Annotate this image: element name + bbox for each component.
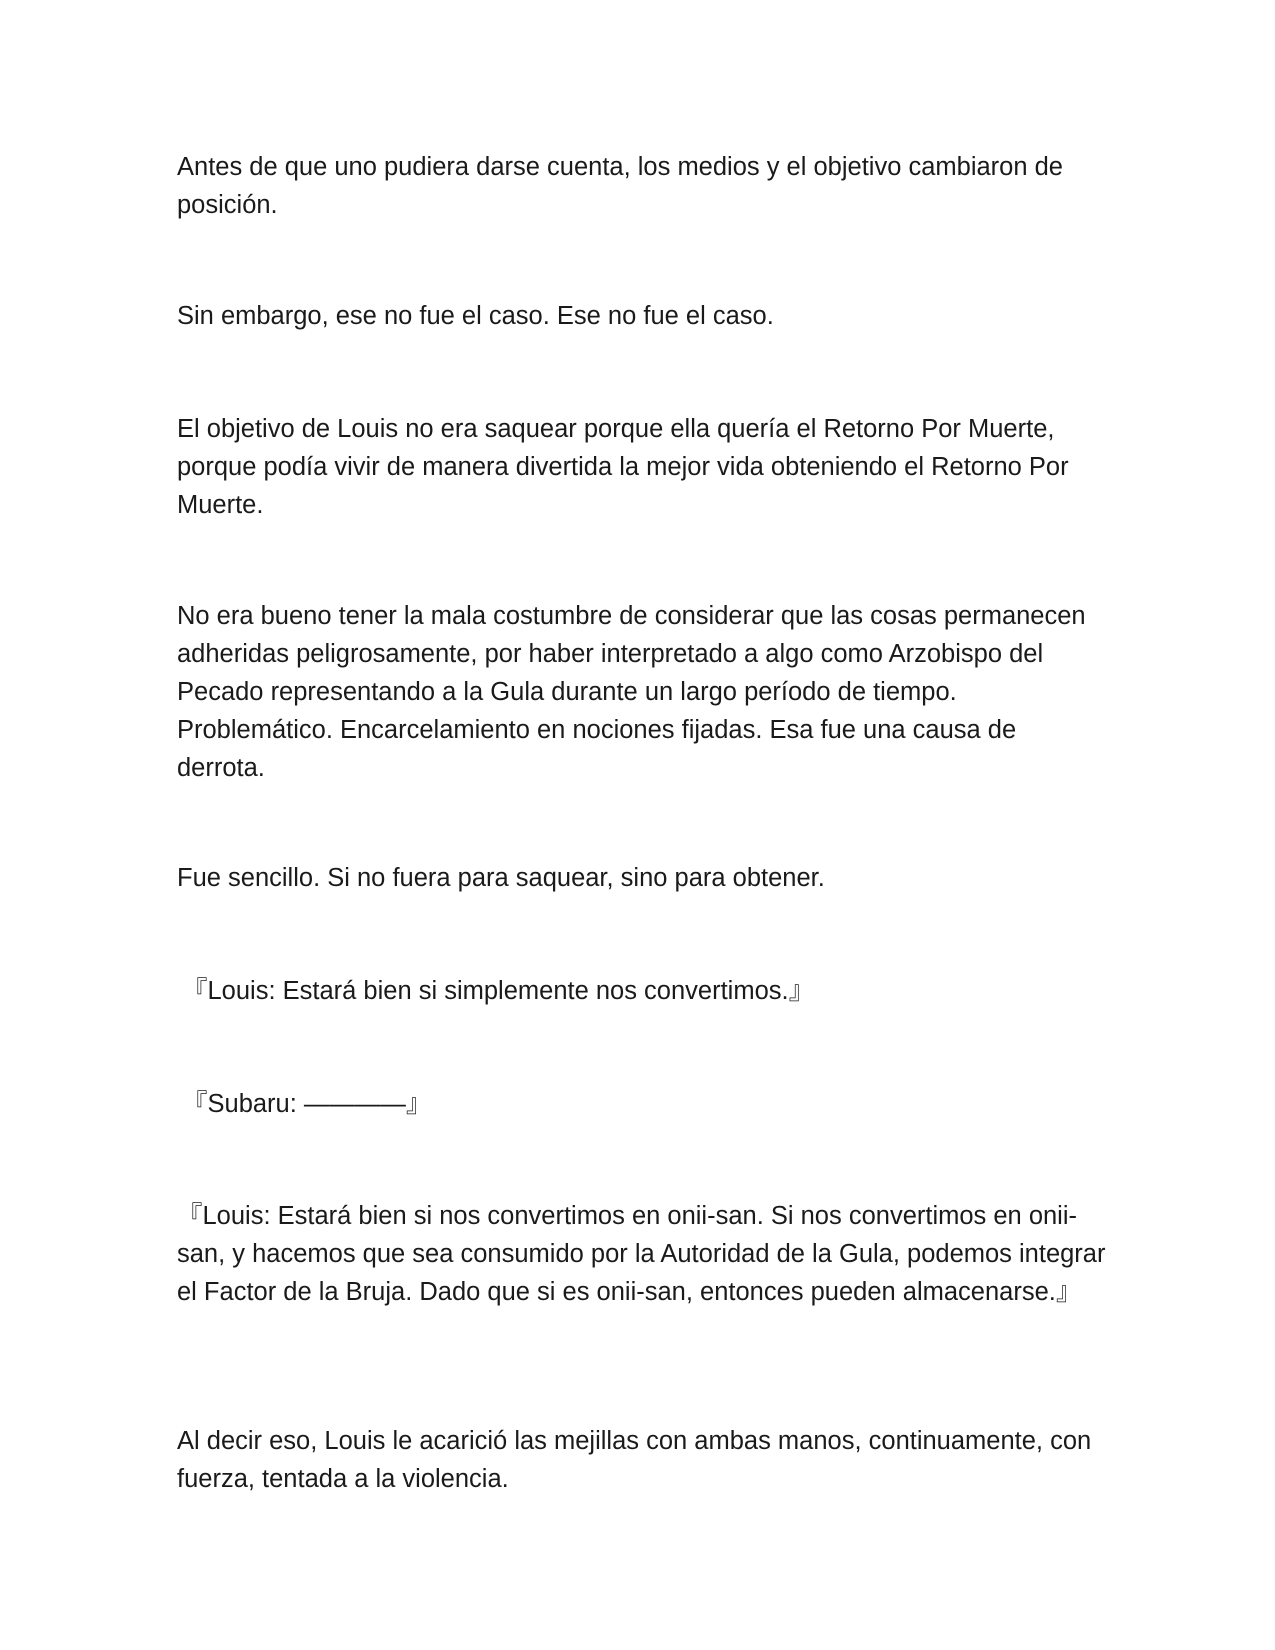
paragraph: Fue sencillo. Si no fuera para saquear, sino para obtener. xyxy=(177,864,825,892)
paragraph: Al decir eso, Louis le acarició las mejillas con ambas manos, continuamente, con fuerza, tentada a la violencia. xyxy=(177,1427,1092,1493)
paragraph: Sin embargo, ese no fue el caso. Ese no fue el caso. xyxy=(177,302,774,330)
dialogue-line: 『Louis: Estará bien si simplemente nos convertimos.』 xyxy=(182,977,815,1005)
paragraph: Antes de que uno pudiera darse cuenta, los medios y el objetivo cambiaron de posición. xyxy=(177,153,1063,219)
dialogue-line: 『Louis: Estará bien si nos convertimos en onii-san. Si nos convertimos en onii-san, y hacemos que sea consumido por la Autoridad de la Gula, podemos integrar el Factor de la Bruja. Dado que si es onii-san, entonces pueden almacenarse.』 xyxy=(177,1202,1106,1306)
paragraph: No era bueno tener la mala costumbre de considerar que las cosas permanecen adheridas peligrosamente, por haber interpretado a algo como Arzobispo del Pecado representando a la Gula durante un largo período de tiempo. Problemático. Encarcelamiento en nociones fijadas. Esa fue una causa de derrota. xyxy=(177,602,1086,782)
dialogue-line: 『Subaru: ————』 xyxy=(182,1090,432,1118)
paragraph: El objetivo de Louis no era saquear porque ella quería el Retorno Por Muerte, porque podía vivir de manera divertida la mejor vida obteniendo el Retorno Por Muerte. xyxy=(177,415,1069,519)
